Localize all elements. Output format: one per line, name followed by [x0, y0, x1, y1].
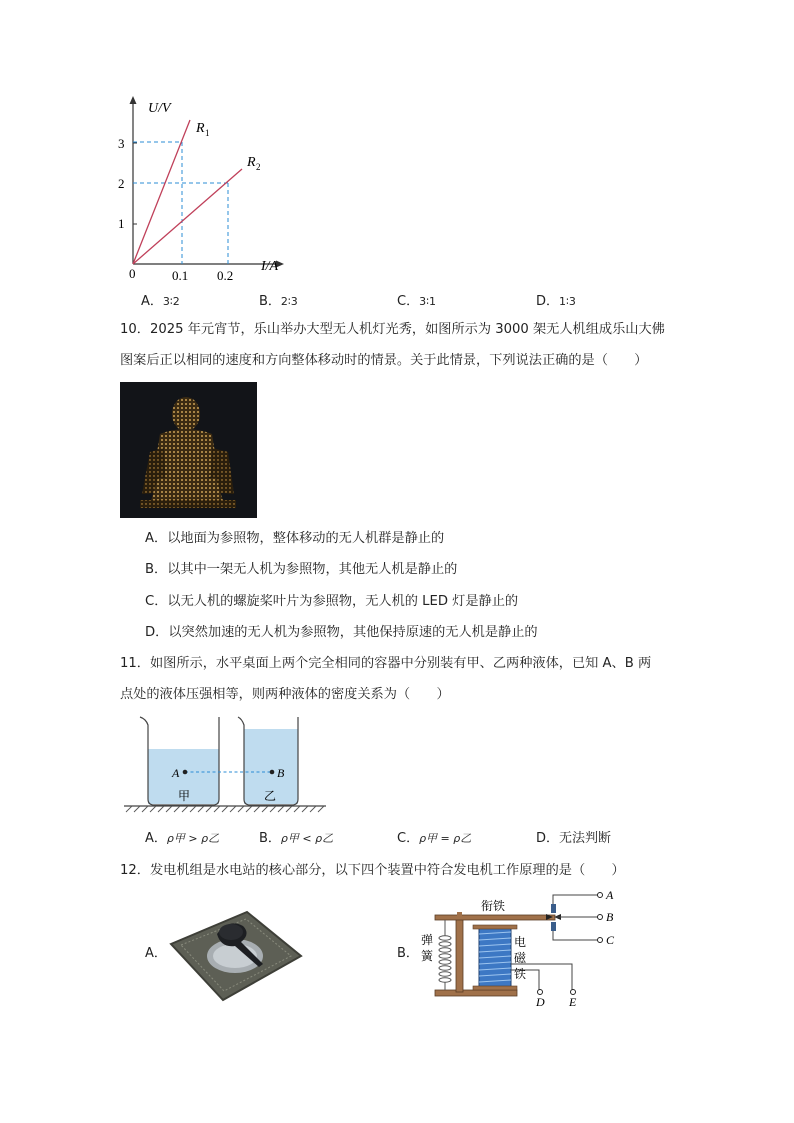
two-containers-figure [120, 711, 330, 813]
q10-option-b[interactable]: B．以其中一架无人机为参照物，其他无人机是静止的 [145, 562, 458, 577]
label-yi: 乙 [264, 789, 277, 803]
y-axis-arrow-icon [130, 96, 137, 104]
electromagnet-label-2: 磁 [514, 951, 527, 965]
q10-stem-line2: 图案后正以相同的速度和方向整体移动时的情景。关于此情景，下列说法正确的是（ ） [120, 353, 648, 368]
terminal-c: C [606, 933, 615, 947]
x-axis-label: I/A [261, 259, 279, 274]
point-a [183, 770, 188, 775]
r1-label: R [196, 121, 205, 136]
relay-diagram [415, 890, 625, 1010]
q9-option-c[interactable]: C．3∶1 [397, 294, 436, 309]
q11-option-b[interactable]: B．ρ甲 < ρ乙 [259, 831, 334, 846]
y-tick-1: 1 [118, 216, 125, 231]
x-tick-0-1: 0.1 [172, 268, 189, 282]
q11-option-a[interactable]: A．ρ甲 > ρ乙 [145, 831, 220, 846]
q11-stem-line1: 11．如图所示，水平桌面上两个完全相同的容器中分别装有甲、乙两种液体，已知 A、B 两 [120, 656, 652, 671]
q9-option-a[interactable]: A．3∶2 [141, 294, 180, 309]
q10-stem-line1: 10．2025 年元宵节，乐山举办大型无人机灯光秀，如图所示为 3000 架无人机组成乐山大佛 [120, 322, 665, 337]
q10-option-a[interactable]: A．以地面为参照物，整体移动的无人机群是静止的 [145, 531, 445, 546]
spring-label-1: 弹 [421, 933, 434, 947]
q12-stem: 12．发电机组是水电站的核心部分，以下四个装置中符合发电机工作原理的是（ ） [120, 863, 625, 878]
y-axis-label: U/V [148, 101, 171, 116]
x-tick-0-2: 0.2 [217, 268, 234, 282]
electromagnet-label-3: 铁 [514, 967, 527, 981]
label-jia: 甲 [178, 789, 191, 803]
terminal-d: D [536, 995, 545, 1009]
electromagnet-label-1: 电 [514, 935, 527, 949]
relay-base [435, 990, 517, 996]
terminal-b: B [606, 910, 614, 924]
relay-armature [435, 915, 555, 920]
q12-option-b-label[interactable]: B． [397, 946, 419, 961]
q10-option-d[interactable]: D．以突然加速的无人机为参照物，其他保持原速的无人机是静止的 [145, 625, 538, 640]
terminal-a: A [606, 890, 614, 902]
r2-subscript: 2 [256, 162, 261, 172]
point-b [270, 770, 275, 775]
q11-option-d[interactable]: D．无法判断 [536, 831, 612, 846]
q11-stem-line2: 点处的液体压强相等，则两种液体的密度关系为（ ） [120, 687, 450, 702]
r2-label: R [247, 155, 256, 170]
svg-text:B: B [277, 766, 285, 780]
q11-option-c[interactable]: C．ρ甲 = ρ乙 [397, 831, 472, 846]
svg-text:A: A [172, 766, 180, 780]
relay-post [456, 916, 463, 992]
q9-option-d[interactable]: D．1∶3 [536, 294, 576, 309]
y-tick-2: 2 [118, 176, 125, 191]
armature-label: 衔铁 [481, 899, 506, 913]
origin-label: 0 [129, 266, 136, 281]
q10-option-c[interactable]: C．以无人机的螺旋桨叶片为参照物，无人机的 LED 灯是静止的 [145, 594, 519, 609]
r1-subscript: 1 [205, 128, 210, 138]
q9-option-b[interactable]: B．2∶3 [259, 294, 298, 309]
sinan-compass-image [167, 904, 303, 1002]
q12-option-a-label[interactable]: A． [145, 946, 167, 961]
drone-show-image [120, 382, 257, 518]
y-tick-3: 3 [118, 136, 125, 151]
u-i-graph [110, 92, 310, 282]
spring-label-2: 簧 [421, 949, 434, 963]
terminal-e: E [569, 995, 577, 1009]
